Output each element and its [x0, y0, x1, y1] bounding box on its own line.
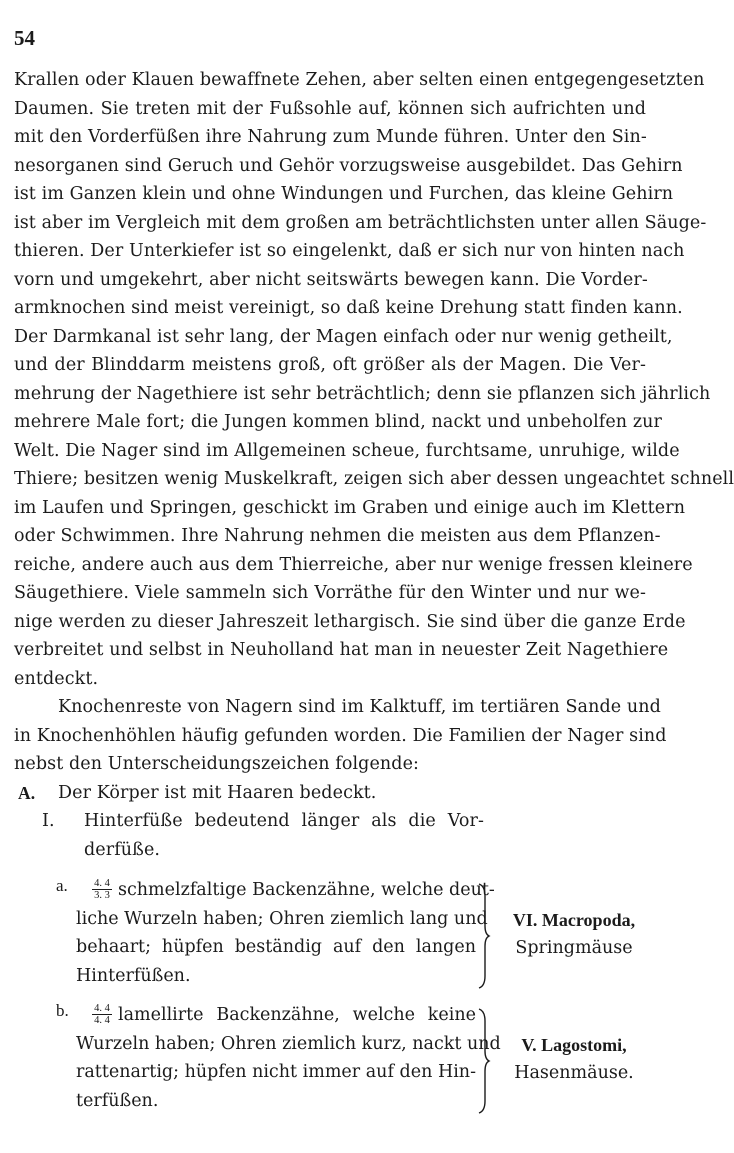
- section-a-text: Der Körper ist mit Haaren bedeckt.: [58, 782, 377, 803]
- curly-brace: [476, 1007, 490, 1115]
- text-line: nesorganen sind Geruch und Gehör vorzugsweise ausgebildet. Das Gehirn: [14, 155, 683, 176]
- text-line: Daumen. Sie treten mit der Fußsohle auf, können sich aufrichten und: [14, 98, 646, 119]
- section-a-i: [14, 807, 484, 864]
- section-a-i-label: I.: [42, 811, 55, 831]
- paragraph-1: [14, 66, 734, 693]
- text-line: Säugethiere. Viele sammeln sich Vorräthe für den Winter und nur we-: [14, 583, 646, 603]
- text-line: ist aber im Vergleich mit dem großen am beträchtlichsten unter allen Säuge-: [14, 212, 707, 233]
- text-line: Knochenreste von Nagern sind im Kalktuff, im tertiären Sande und: [58, 697, 661, 717]
- section-a: [14, 779, 646, 808]
- text-line: oder Schwimmen. Ihre Nahrung nehmen die meisten aus dem Pflanzen-: [14, 526, 661, 546]
- family-entry-lagostomi: [14, 1001, 646, 1119]
- text-line: Wurzeln haben; Ohren ziemlich kurz, nackt und: [76, 1033, 501, 1054]
- text-line: rattenartig; hüpfen nicht immer auf den Hin-: [76, 1062, 476, 1082]
- family-label: [494, 1031, 654, 1087]
- family-name: VI. Macropoda,: [512, 910, 636, 930]
- page-number: 54: [14, 26, 35, 50]
- text-line: derfüße.: [84, 839, 161, 860]
- dental-formula-top: 4. 4: [94, 878, 110, 889]
- text-line: Krallen oder Klauen bewaffnete Zehen, aber selten einen entgegengesetzten: [14, 70, 705, 90]
- text-line: armknochen sind meist vereinigt, so daß keine Drehung statt finden kann.: [14, 298, 683, 318]
- text-line: Welt. Die Nager sind im Allgemeinen scheue, furchtsame, unruhige, wilde: [14, 440, 680, 461]
- text-line: schmelzfaltige Backenzähne, welche deut-: [118, 880, 495, 900]
- text-line: vorn und umgekehrt, aber nicht seitswärts bewegen kann. Die Vorder-: [14, 269, 648, 290]
- family-name: V. Lagostomi,: [521, 1035, 627, 1055]
- text-line: im Laufen und Springen, geschickt im Graben und einige auch im Klettern: [14, 497, 686, 518]
- text-line: Thiere; besitzen wenig Muskelkraft, zeigen sich aber dessen ungeachtet schnell: [14, 469, 734, 489]
- text-line: in Knochenhöhlen häufig gefunden worden. Die Familien der Nager sind: [14, 725, 667, 746]
- entry-label: b.: [56, 1001, 69, 1020]
- text-line: mehrung der Nagethiere ist sehr beträchtlich; denn sie pflanzen sich jährlich: [14, 383, 711, 404]
- text-line: nige werden zu dieser Jahreszeit lethargisch. Sie sind über die ganze Erde: [14, 611, 686, 632]
- dental-formula-bottom: 4. 4: [94, 1015, 110, 1026]
- family-label: [494, 906, 654, 962]
- paragraph-2: [14, 693, 667, 779]
- text-line: liche Wurzeln haben; Ohren ziemlich lang und: [76, 908, 488, 929]
- dental-formula-top: 4. 4: [94, 1003, 110, 1014]
- family-entry-macropoda: [14, 876, 646, 994]
- text-line: Der Darmkanal ist sehr lang, der Magen einfach oder nur wenig getheilt,: [14, 326, 673, 347]
- entry-description: [76, 1001, 501, 1115]
- text-line: behaart; hüpfen beständig auf den langen: [76, 937, 476, 957]
- family-german-name: Hasenmäuse.: [514, 1063, 634, 1083]
- text-line: reiche, andere auch aus dem Thierreiche, aber nur wenige fressen kleinere: [14, 554, 693, 575]
- text-line: ist im Ganzen klein und ohne Windungen und Furchen, das kleine Gehirn: [14, 184, 674, 204]
- section-a-label: A.: [18, 782, 36, 803]
- text-line: entdeckt.: [14, 668, 99, 689]
- text-line: und der Blinddarm meistens groß, oft größer als der Magen. Die Ver-: [14, 355, 646, 375]
- main-text: [14, 66, 734, 864]
- text-line: mehrere Male fort; die Jungen kommen blind, nackt und unbeholfen zur: [14, 412, 662, 432]
- curly-brace: [476, 882, 490, 990]
- family-german-name: Springmäuse: [515, 938, 633, 958]
- text-line: Hinterfüße bedeutend länger als die Vor-: [84, 811, 484, 831]
- text-line: mit den Vorderfüßen ihre Nahrung zum Munde führen. Unter den Sin-: [14, 127, 647, 147]
- entry-label: a.: [56, 876, 68, 895]
- text-line: Hinterfüßen.: [76, 965, 191, 986]
- text-line: thieren. Der Unterkiefer ist so eingelenkt, daß er sich nur von hinten nach: [14, 241, 685, 261]
- text-line: verbreitet und selbst in Neuholland hat man in neuester Zeit Nagethiere: [14, 640, 669, 660]
- text-line: nebst den Unterscheidungszeichen folgende:: [14, 754, 420, 774]
- dental-formula-bottom: 3. 3: [94, 890, 110, 901]
- text-line: terfüßen.: [76, 1090, 159, 1111]
- entry-description: [76, 876, 495, 990]
- text-line: lamellirte Backenzähne, welche keine: [118, 1005, 476, 1025]
